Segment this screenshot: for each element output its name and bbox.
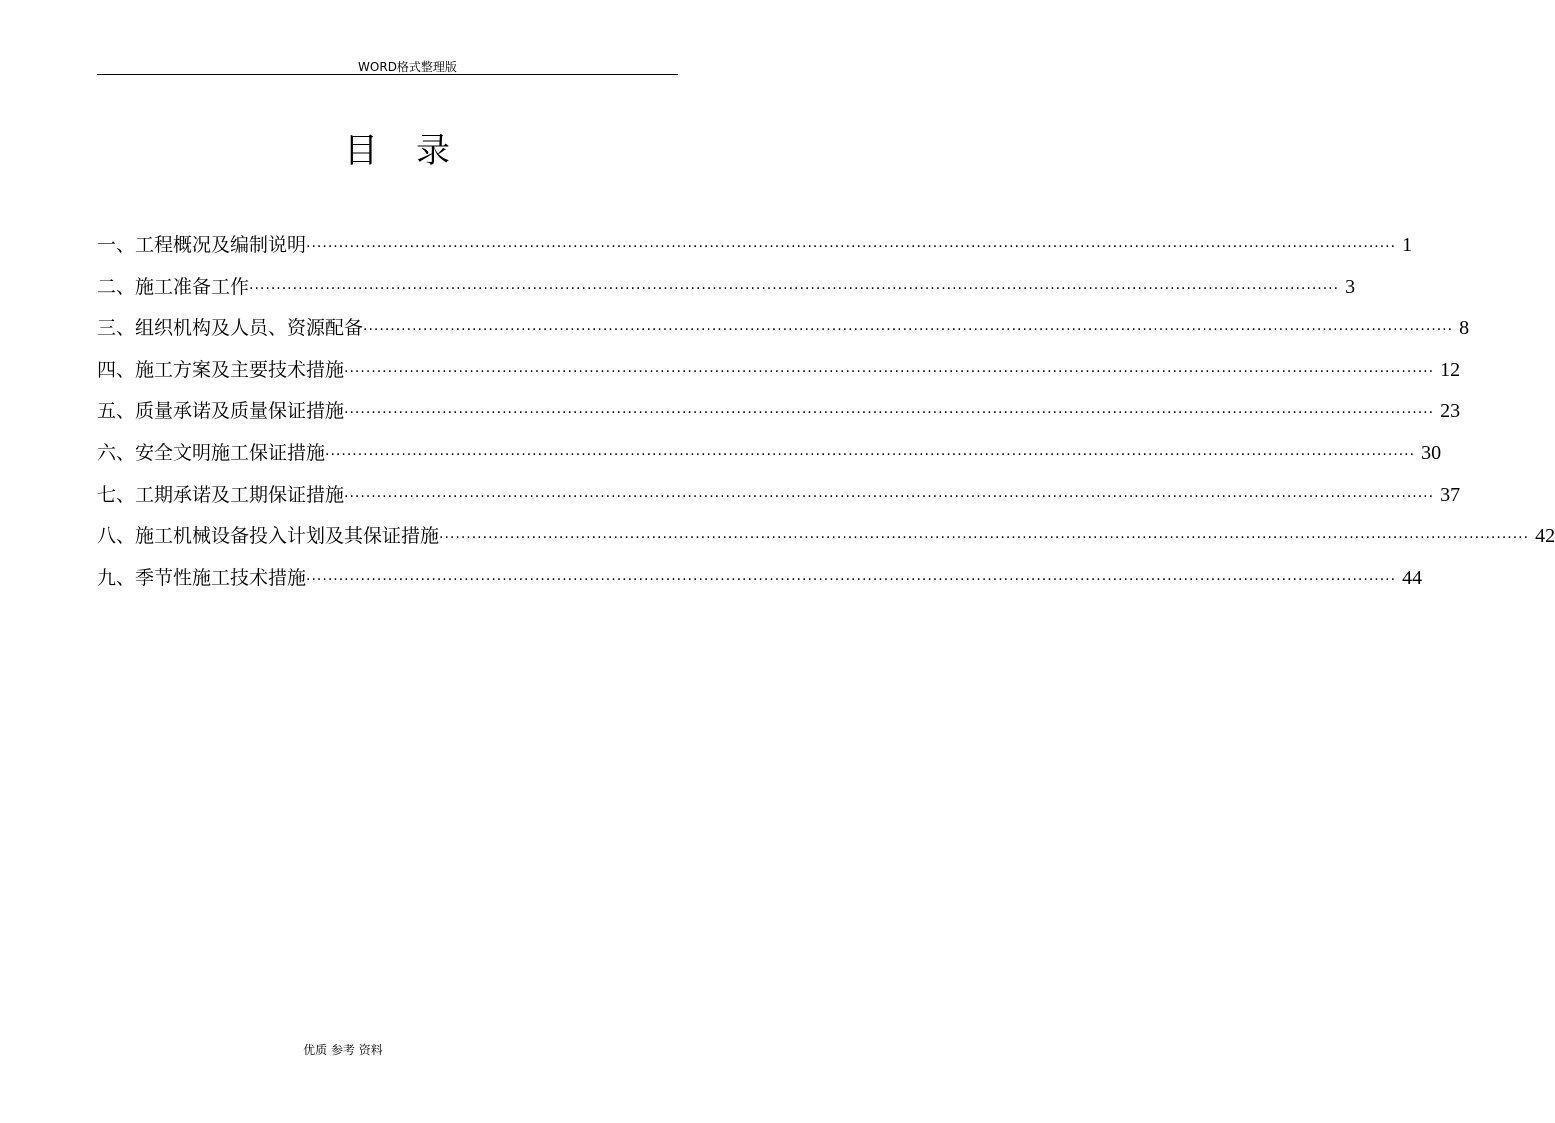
toc-entry-number: 一、 xyxy=(97,234,136,256)
toc-entry-page: 37 xyxy=(1440,483,1461,506)
toc-leader-dots: ········································································································································································································ xyxy=(306,571,1397,588)
toc-entry[interactable] xyxy=(97,558,1423,600)
toc-entry-number: 四、 xyxy=(97,358,136,381)
page-footer xyxy=(0,1042,794,1058)
toc-entry-page: 44 xyxy=(1402,566,1423,589)
toc-entry-number: 九、 xyxy=(97,566,136,589)
toc-entry-title: 工程概况及编制说明 xyxy=(135,234,307,256)
header-text: WORD格式整理版 xyxy=(358,60,457,74)
toc-entry-title: 安全文明施工保证措施 xyxy=(135,441,326,464)
toc-leader-dots: ········································································································································································································ xyxy=(249,280,1340,297)
toc-entry[interactable] xyxy=(97,350,1461,392)
title-char-1: 目 xyxy=(344,131,378,171)
toc-entry-title: 季节性施工技术措施 xyxy=(135,566,307,589)
toc-entry-number: 七、 xyxy=(97,483,136,506)
toc-entry[interactable] xyxy=(97,433,1442,475)
toc-leader-dots: ········································································································································································································ xyxy=(306,239,1397,255)
title-char-2: 录 xyxy=(416,131,450,171)
toc-entry-number: 三、 xyxy=(97,317,136,340)
toc-entry-number: 二、 xyxy=(97,275,136,298)
toc-entry-number: 八、 xyxy=(97,525,136,548)
toc-leader-dots: ········································································································································································································ xyxy=(344,488,1435,505)
footer-text: 优质 参考 资料 xyxy=(303,1043,383,1057)
toc-entry-page: 8 xyxy=(1459,317,1470,340)
toc-entry-number: 五、 xyxy=(97,400,136,423)
toc-entry[interactable] xyxy=(97,391,1461,433)
toc-leader-dots: ········································································································································································································ xyxy=(439,530,1530,547)
toc-entry[interactable] xyxy=(97,516,1555,558)
toc-entry-page: 30 xyxy=(1421,441,1442,464)
table-of-contents xyxy=(97,225,1555,599)
toc-entry-page: 42 xyxy=(1535,525,1555,548)
toc-leader-dots: ········································································································································································································ xyxy=(325,446,1416,463)
page-title xyxy=(0,126,794,176)
toc-entry-title: 施工准备工作 xyxy=(135,275,250,298)
toc-entry-title: 施工方案及主要技术措施 xyxy=(135,358,345,381)
toc-entry-title: 质量承诺及质量保证措施 xyxy=(135,400,345,423)
toc-leader-dots: ········································································································································································································ xyxy=(344,363,1435,380)
toc-entry-title: 施工机械设备投入计划及其保证措施 xyxy=(135,525,440,548)
toc-entry-title: 工期承诺及工期保证措施 xyxy=(135,483,345,506)
toc-entry-page: 23 xyxy=(1440,400,1461,423)
toc-entry[interactable] xyxy=(97,267,1356,309)
toc-leader-dots: ········································································································································································································ xyxy=(344,405,1435,422)
toc-leader-dots: ········································································································································································································ xyxy=(363,322,1454,339)
toc-entry-number: 六、 xyxy=(97,441,136,464)
toc-entry[interactable] xyxy=(97,225,1413,267)
toc-entry[interactable] xyxy=(97,475,1461,517)
toc-entry-page: 1 xyxy=(1402,234,1413,256)
toc-entry-page: 3 xyxy=(1345,275,1356,298)
toc-entry-page: 12 xyxy=(1440,358,1461,381)
toc-entry-title: 组织机构及人员、资源配备 xyxy=(135,317,364,340)
page-header xyxy=(97,56,678,75)
toc-entry[interactable] xyxy=(97,308,1470,350)
